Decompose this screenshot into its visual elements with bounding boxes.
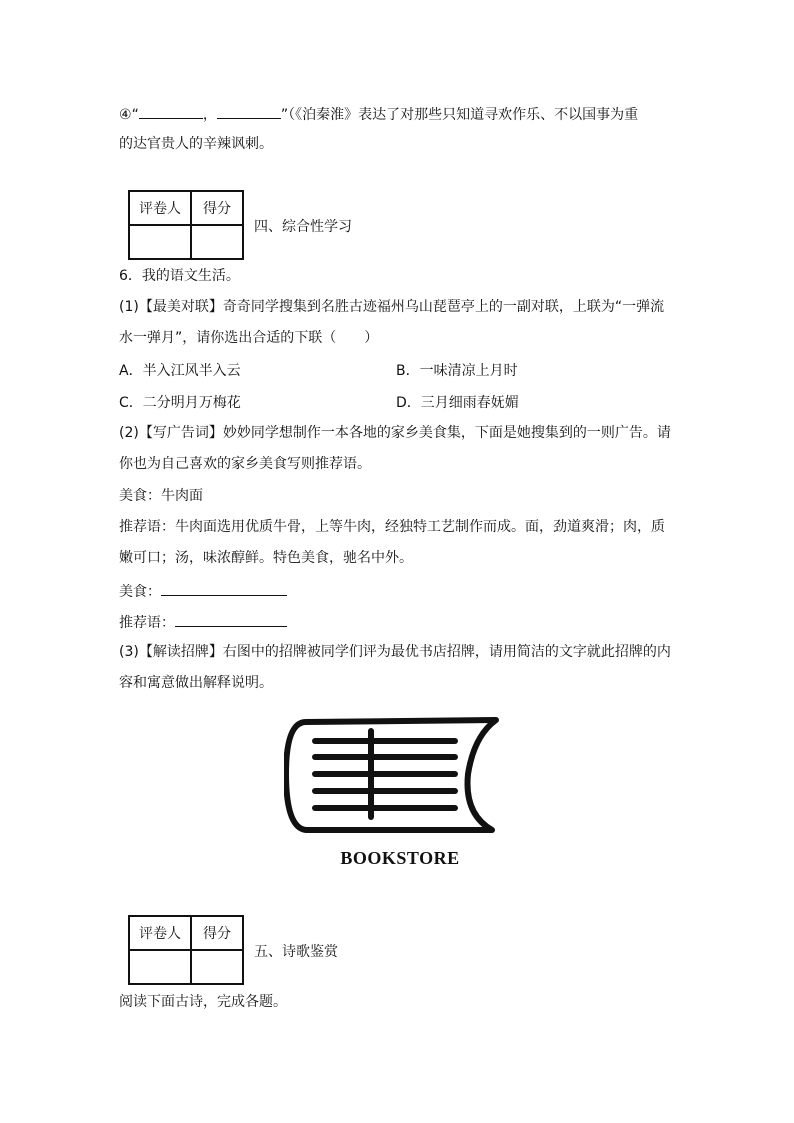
q4-text: （《泊秦淮》表达了对那些只知道寻欢作乐、不以国事为重 bbox=[288, 107, 639, 123]
food-answer-blank[interactable] bbox=[161, 579, 287, 596]
q6-part1-line1: (1)【最美对联】奇奇同学搜集到名胜古迹福州乌山琵琶亭上的一副对联，上联为“一弹流 bbox=[119, 299, 665, 315]
score-cell[interactable] bbox=[191, 950, 243, 984]
q4-line1 bbox=[119, 102, 638, 125]
section-title-4: 四、综合性学习 bbox=[254, 219, 352, 235]
food-example: 美食：牛肉面 bbox=[119, 488, 203, 504]
score-table-1 bbox=[128, 190, 244, 260]
grader-cell[interactable] bbox=[129, 950, 191, 984]
option-d[interactable]: D．三月细雨春妩媚 bbox=[396, 395, 519, 411]
score-cell[interactable] bbox=[191, 225, 243, 259]
bookstore-logo-text: BOOKSTORE bbox=[340, 848, 460, 868]
option-b[interactable]: B．一味清凉上月时 bbox=[396, 363, 518, 379]
food-answer-line bbox=[119, 579, 287, 602]
grader-header: 评卷人 bbox=[129, 916, 191, 950]
score-header: 得分 bbox=[191, 916, 243, 950]
bookstore-logo-image bbox=[284, 714, 500, 834]
option-c[interactable]: C．二分明月万梅花 bbox=[119, 395, 241, 411]
q6-part3-line2: 容和寓意做出解释说明。 bbox=[119, 675, 273, 691]
q6-part3-line1: (3)【解读招牌】右图中的招牌被同学们评为最优书店招牌，请用简洁的文字就此招牌的内 bbox=[119, 644, 671, 660]
q4-blank-2[interactable] bbox=[217, 102, 281, 119]
rec-label: 推荐语： bbox=[119, 615, 175, 631]
food-label: 美食： bbox=[119, 584, 161, 600]
section-title-5: 五、诗歌鉴赏 bbox=[254, 944, 338, 960]
q4-number: ④ bbox=[119, 107, 132, 123]
q6-part2-line1: (2)【写广告词】妙妙同学想制作一本各地的家乡美食集，下面是她搜集到的一则广告。请 bbox=[119, 425, 671, 441]
grader-header: 评卷人 bbox=[129, 191, 191, 225]
option-a[interactable]: A．半入江风半入云 bbox=[119, 363, 241, 379]
q4-comma: ， bbox=[202, 107, 217, 123]
score-table-2 bbox=[128, 915, 244, 985]
poem-instruction: 阅读下面古诗，完成各题。 bbox=[119, 994, 287, 1010]
q4-close-quote: ” bbox=[280, 107, 289, 123]
rec-answer-blank[interactable] bbox=[175, 610, 287, 627]
score-header: 得分 bbox=[191, 191, 243, 225]
q4-line2: 的达官贵人的辛辣讽刺。 bbox=[119, 136, 273, 152]
recommendation-line2: 嫩可口；汤，味浓醇鲜。特色美食，驰名中外。 bbox=[119, 550, 413, 566]
recommendation-line1: 推荐语：牛肉面选用优质牛骨，上等牛肉，经独特工艺制作而成。面，劲道爽滑；肉，质 bbox=[119, 519, 665, 535]
q4-open-quote: “ bbox=[131, 107, 139, 123]
q6-title: 6．我的语文生活。 bbox=[119, 268, 240, 284]
q6-part1-line2: 水一弹月”，请你选出合适的下联（ ） bbox=[119, 330, 379, 346]
rec-answer-line bbox=[119, 610, 287, 633]
q6-part2-line2: 你也为自己喜欢的家乡美食写则推荐语。 bbox=[119, 456, 371, 472]
q4-blank-1[interactable] bbox=[139, 102, 203, 119]
grader-cell[interactable] bbox=[129, 225, 191, 259]
